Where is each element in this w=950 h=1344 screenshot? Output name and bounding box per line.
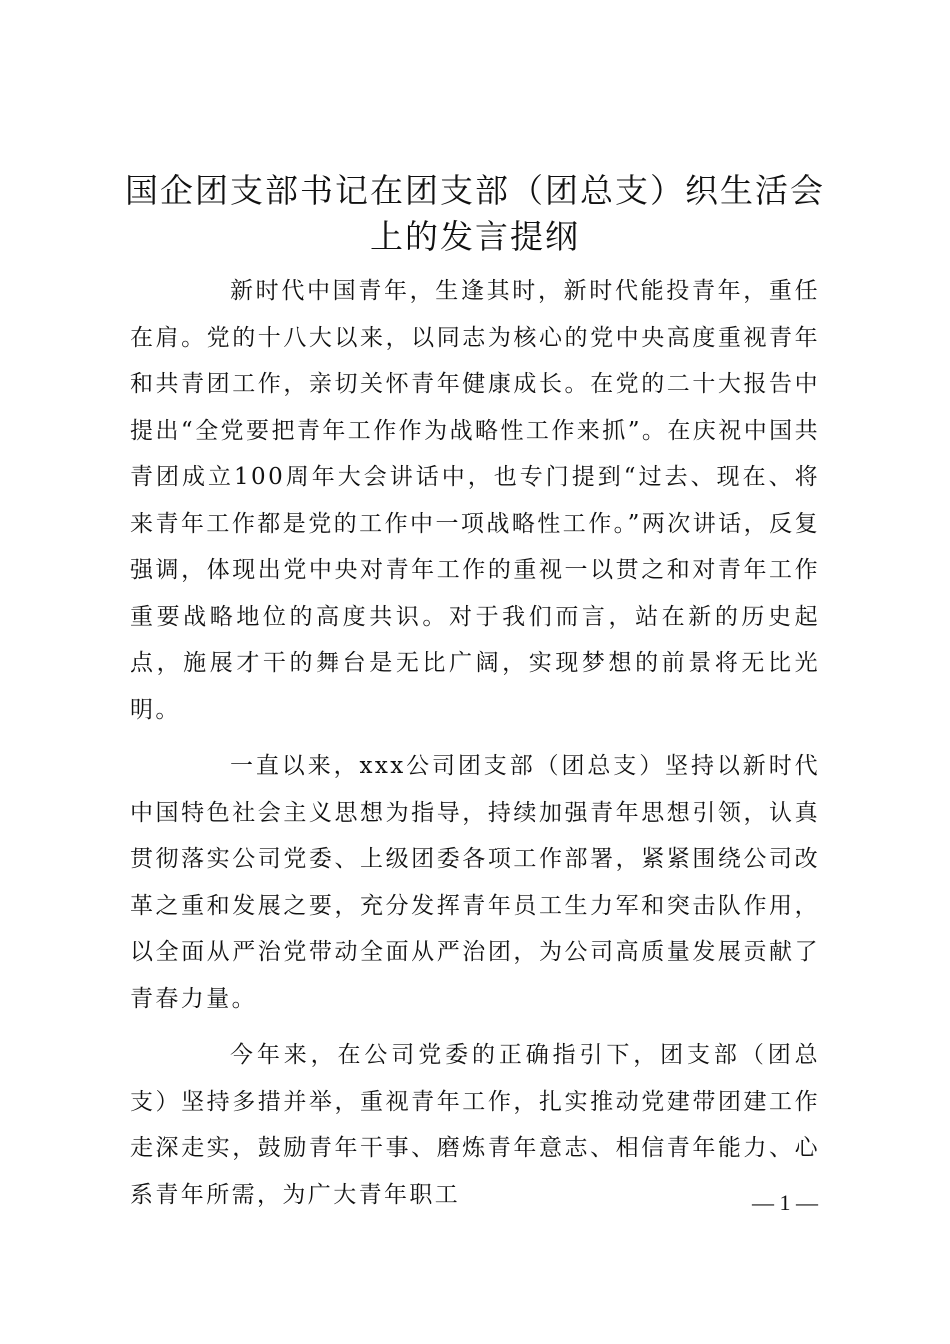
page-number: — 1 — — [752, 1190, 818, 1215]
document-title: 国企团支部书记在团支部（团总支）织生活会上的发言提纲 — [125, 171, 825, 256]
document-body — [130, 268, 820, 1228]
paragraph-3: 今年来，在公司党委的正确指引下，团支部（团总支）坚持多措并举，重视青年工作，扎实推动党建带团建工作走深走实，鼓励青年干事、磨炼青年意志、相信青年能力、心系青年所需，为广大青年职工 — [130, 1042, 820, 1208]
paragraph-1: 新时代中国青年，生逢其时，新时代能投青年，重任在肩。党的十八大以来，以同志为核心的党中央高度重视青年和共青团工作，亲切关怀青年健康成长。在党的二十大报告中提出“全党要把青年工作作为战略性工作来抓”。在庆祝中国共青团成立100周年大会讲话中，也专门提到“过去、现在、将来青年工作都是党的工作中一项战略性工作。”两次讲话，反复强调，体现出党中央对青年工作的重视一以贯之和对青年工作重要战略地位的高度共识。对于我们而言，站在新的历史起点，施展才干的舞台是无比广阔，实现梦想的前景将无比光明。 — [130, 278, 820, 723]
paragraph-2: 一直以来，xxx公司团支部（团总支）坚持以新时代中国特色社会主义思想为指导，持续加强青年思想引领，认真贯彻落实公司党委、上级团委各项工作部署，紧紧围绕公司改革之重和发展之要，充分发挥青年员工生力军和突击队作用，以全面从严治党带动全面从严治团，为公司高质量发展贡献了青春力量。 — [130, 753, 820, 1012]
